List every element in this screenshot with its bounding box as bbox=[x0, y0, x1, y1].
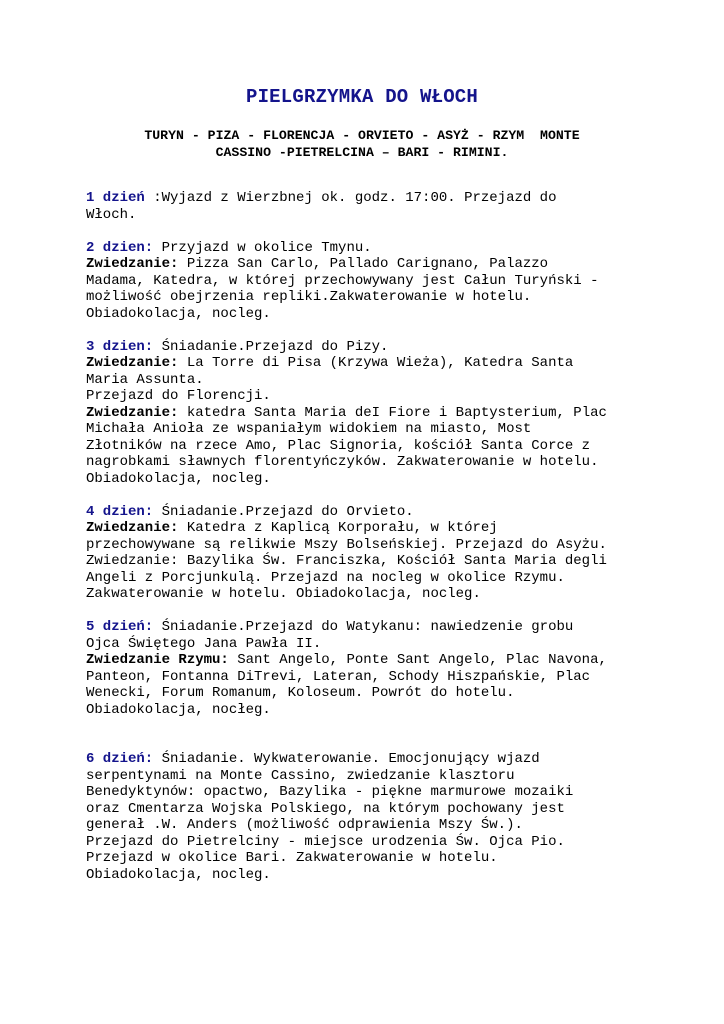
itinerary bbox=[86, 190, 724, 883]
section-label: Zwiedzanie Rzymu: bbox=[86, 652, 229, 668]
day-label: 4 dzien: bbox=[86, 503, 154, 520]
text-segment: Michała Anioła ze wspaniałym widokiem na miasto, Most bbox=[86, 421, 532, 437]
text-segment: :Wyjazd z Wierzbnej ok. godz. 17:00. Przejazd do bbox=[144, 190, 557, 206]
route-line-2: CASSINO -PIETRELCINA – BARI - RIMINI. bbox=[215, 145, 509, 160]
section-label: Zwiedzanie: bbox=[86, 404, 179, 421]
text-segment: serpentynami na Monte Cassino, zwiedzanie klasztoru bbox=[86, 767, 515, 784]
text-segment: Zakwaterowanie w hotelu. Obiadokolacja, nocleg. bbox=[86, 586, 481, 602]
text-line bbox=[86, 784, 724, 801]
section-spacer bbox=[86, 718, 724, 751]
text-line bbox=[86, 751, 724, 768]
day-label: 2 dzien: bbox=[86, 239, 154, 256]
text-line bbox=[86, 867, 724, 884]
text-line bbox=[86, 702, 724, 719]
text-line bbox=[86, 834, 724, 851]
text-segment: Złotników na rzece Amo, Plac Signoria, kościół Santa Corce z bbox=[86, 437, 591, 454]
day-label: 5 dzień: bbox=[86, 619, 154, 635]
section-spacer bbox=[86, 603, 724, 620]
text-segment: Madama, Katedra, w której przechowywany jest Całun Turyński - bbox=[86, 272, 599, 289]
text-line bbox=[86, 289, 724, 306]
day-section-5 bbox=[86, 619, 724, 718]
text-segment: Obiadokolacja, nocleg. bbox=[86, 470, 271, 487]
text-line bbox=[86, 619, 724, 636]
text-line bbox=[86, 240, 724, 257]
section-label: Zwiedzanie: bbox=[86, 256, 179, 272]
text-line bbox=[86, 355, 724, 372]
text-line bbox=[86, 537, 724, 554]
day-label: 3 dzien: bbox=[86, 338, 154, 355]
text-line bbox=[86, 256, 724, 273]
day-section-3 bbox=[86, 339, 724, 488]
text-line bbox=[86, 553, 724, 570]
text-line bbox=[86, 520, 724, 537]
text-line bbox=[86, 388, 724, 405]
text-segment: Śniadanie.Przejazd do Pizy. bbox=[153, 338, 389, 355]
text-segment: La Torre di Pisa (Krzywa Wieża), Katedra Santa bbox=[178, 355, 574, 371]
text-line bbox=[86, 471, 724, 488]
text-segment: Obiadokolacja, nocłeg. bbox=[86, 701, 271, 718]
text-segment: Ojca Świętego Jana Pawła II. bbox=[86, 635, 322, 652]
text-line bbox=[86, 438, 724, 455]
text-segment: Benedyktynów: opactwo, Bazylika - piękne marmurowe mozaiki bbox=[86, 784, 574, 800]
text-line bbox=[86, 586, 724, 603]
text-segment: Zwiedzanie: Bazylika Św. Franciszka, Kościół Santa Maria degli bbox=[86, 553, 607, 569]
text-line bbox=[86, 190, 724, 207]
text-segment: Panteon, Fontanna DiTrevi, Lateran, Schody Hiszpańskie, Plac bbox=[86, 668, 591, 685]
text-segment: Pizza San Carlo, Pallado Carignano, Palazzo bbox=[178, 256, 549, 272]
text-line bbox=[86, 685, 724, 702]
route-line-1: TURYN - PIZA - FLORENCJA - ORVIETO - ASYŻ - RZYM MONTE bbox=[144, 128, 580, 143]
section-label: Zwiedzanie: bbox=[86, 355, 179, 371]
text-line bbox=[86, 372, 724, 389]
text-segment: Przyjazd w okolice Tmynu. bbox=[153, 239, 372, 256]
day-label: 6 dzień: bbox=[86, 751, 154, 767]
text-segment: nagrobkami sławnych florentyńczyków. Zakwaterowanie w hotelu. bbox=[86, 454, 599, 470]
text-line bbox=[86, 801, 724, 818]
day-section-2 bbox=[86, 240, 724, 323]
text-line bbox=[86, 207, 724, 224]
text-segment: Przejazd w okolice Bari. Zakwaterowanie w hotelu. bbox=[86, 850, 498, 866]
text-segment: możliwość obejrzenia repliki.Zakwaterowanie w hotelu. bbox=[86, 289, 532, 305]
text-line bbox=[86, 636, 724, 653]
text-segment: katedra Santa Maria deI Fiore i Baptysterium, Plac bbox=[178, 404, 607, 421]
text-line bbox=[86, 652, 724, 669]
day-section-1 bbox=[86, 190, 724, 223]
text-line bbox=[86, 768, 724, 785]
text-segment: Włoch. bbox=[86, 206, 137, 223]
text-line bbox=[86, 421, 724, 438]
text-segment: Przejazd do Florencji. bbox=[86, 388, 271, 404]
day-section-6 bbox=[86, 751, 724, 883]
section-spacer bbox=[86, 322, 724, 339]
section-label: Zwiedzanie: bbox=[86, 520, 179, 536]
text-segment: przechowywane są relikwie Mszy Bolseńskiej. Przejazd do Asyżu. bbox=[86, 536, 607, 553]
text-segment: Śniadanie.Przejazd do Orvieto. bbox=[153, 503, 414, 520]
text-line bbox=[86, 669, 724, 686]
text-segment: Śniadanie. Wykwaterowanie. Emocjonujący wjazd bbox=[153, 751, 540, 767]
text-segment: Sant Angelo, Ponte Sant Angelo, Plac Navona, bbox=[228, 652, 607, 668]
route-heading bbox=[0, 127, 724, 161]
text-line bbox=[86, 339, 724, 356]
text-line bbox=[86, 570, 724, 587]
text-segment: Angeli z Porcjunkulą. Przejazd na nocleg w okolice Rzymu. bbox=[86, 569, 565, 586]
text-segment: Obiadokolacja, nocleg. bbox=[86, 305, 271, 322]
page-title: PIELGRZYMKA DO WŁOCH bbox=[245, 86, 479, 108]
text-line bbox=[86, 273, 724, 290]
text-line bbox=[86, 454, 724, 471]
day-label: 1 dzień bbox=[86, 190, 145, 206]
text-line bbox=[86, 850, 724, 867]
text-segment: Śniadanie.Przejazd do Watykanu: nawiedzenie grobu bbox=[153, 619, 574, 635]
text-line bbox=[86, 306, 724, 323]
text-segment: Wenecki, Forum Romanum, Koloseum. Powrót do hotelu. bbox=[86, 685, 515, 701]
text-line bbox=[86, 405, 724, 422]
text-line bbox=[86, 504, 724, 521]
text-segment: Maria Assunta. bbox=[86, 371, 204, 388]
text-segment: generał .W. Anders (możliwość odprawienia Mszy Św.). bbox=[86, 817, 523, 833]
text-segment: Katedra z Kaplicą Korporału, w której bbox=[178, 520, 498, 536]
section-spacer bbox=[86, 223, 724, 240]
text-segment: Obiadokolacja, nocleg. bbox=[86, 866, 271, 883]
day-section-4 bbox=[86, 504, 724, 603]
text-segment: Przejazd do Pietrelciny - miejsce urodzenia Św. Ojca Pio. bbox=[86, 833, 565, 850]
section-spacer bbox=[86, 487, 724, 504]
text-segment: oraz Cmentarza Wojska Polskiego, na którym pochowany jest bbox=[86, 800, 565, 817]
text-line bbox=[86, 817, 724, 834]
